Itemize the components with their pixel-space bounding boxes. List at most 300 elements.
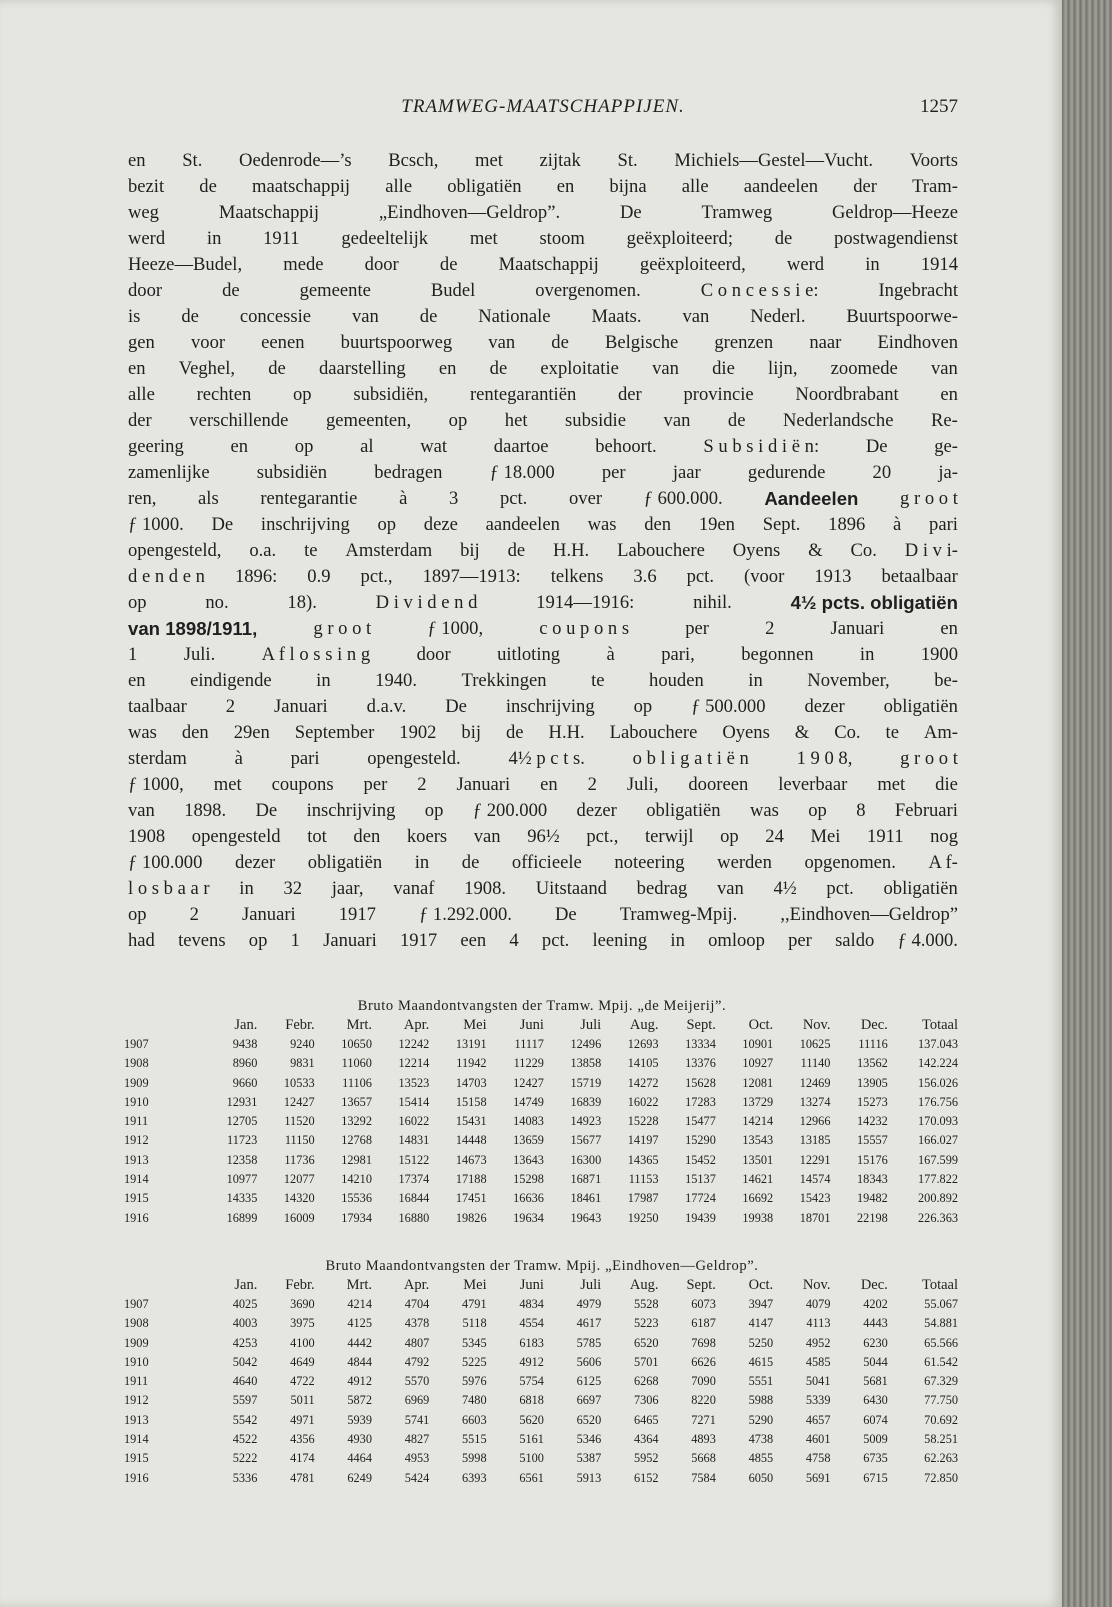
text-word: 1917 — [338, 904, 376, 925]
table-cell: 177.822 — [918, 1172, 958, 1187]
text-word: Bcsch, — [388, 150, 439, 171]
table-cell: 15122 — [398, 1152, 430, 1167]
table-cell: 13376 — [685, 1056, 716, 1071]
text-word: Michiels—Gestel—Vucht. — [674, 150, 874, 171]
row-year: 1908 — [124, 1056, 149, 1071]
text-line — [128, 798, 958, 824]
table-cell: 5785 — [576, 1335, 602, 1350]
table-cell: 5223 — [633, 1316, 659, 1331]
text-word: ge- — [934, 436, 958, 457]
table-cell: 6249 — [347, 1470, 372, 1485]
text-word: September — [294, 722, 375, 743]
table-cell: 6187 — [691, 1316, 716, 1331]
table-cell: 17987 — [627, 1191, 659, 1206]
text-word: zoomede — [830, 358, 898, 379]
text-word: weg — [128, 202, 159, 223]
text-word: naar — [809, 332, 842, 353]
text-word: rechten — [196, 384, 252, 405]
text-word: St. — [182, 150, 203, 171]
text-word: de — [461, 852, 480, 873]
text-word: op — [248, 930, 268, 951]
text-word: de — [268, 358, 286, 379]
text-word: per — [363, 774, 388, 795]
table-cell: 12291 — [799, 1152, 831, 1167]
table-cell: 11117 — [514, 1037, 544, 1051]
row-year: 1910 — [124, 1354, 149, 1369]
table-cell: 17934 — [341, 1210, 372, 1225]
table-row — [124, 1131, 960, 1150]
table-cell: 4253 — [232, 1335, 258, 1350]
column-header: Mrt. — [346, 1017, 372, 1033]
table-cell: 13657 — [341, 1094, 372, 1109]
table-cell: 19439 — [685, 1210, 716, 1225]
text-word: den — [353, 826, 381, 847]
table-cell: 16636 — [513, 1191, 544, 1206]
column-header: Sept. — [686, 1017, 716, 1033]
table-cell: 6735 — [863, 1451, 888, 1466]
table-cell: 14214 — [742, 1114, 774, 1129]
table-cell: 5339 — [805, 1393, 831, 1408]
column-header: Mrt. — [346, 1277, 372, 1293]
text-word: nihil. — [693, 592, 732, 613]
text-word: Juli, — [626, 774, 659, 795]
table-cell: 13562 — [857, 1056, 888, 1071]
text-word: was — [587, 514, 617, 535]
table-cell: 5290 — [748, 1412, 774, 1427]
text-word: A f l o s s i n g — [261, 644, 371, 665]
text-line — [128, 356, 958, 382]
column-header: Totaal — [921, 1277, 958, 1293]
table-cell: 4554 — [519, 1316, 544, 1331]
column-header: Dec. — [860, 1277, 888, 1293]
table-cell: 10977 — [226, 1172, 258, 1187]
table-cell: 11520 — [284, 1114, 315, 1129]
text-word: per — [601, 462, 626, 483]
revenue-table — [124, 1016, 960, 1228]
table-cell: 4649 — [290, 1354, 315, 1369]
text-line — [128, 902, 958, 928]
text-word: dezer — [804, 696, 845, 717]
text-word: Aandeelen — [764, 488, 859, 509]
text-word: d e n d e n — [128, 566, 205, 587]
revenue-table-meijerij — [124, 996, 960, 1228]
table-cell: 16009 — [283, 1210, 315, 1225]
column-header: Totaal — [921, 1017, 958, 1033]
text-word: 2 — [225, 696, 236, 717]
table-cell: 15536 — [341, 1191, 372, 1206]
text-word: op — [293, 384, 312, 405]
text-line — [128, 148, 958, 174]
column-header: Nov. — [802, 1017, 831, 1033]
text-word: subsidie — [565, 410, 626, 431]
text-word: 1898. — [184, 800, 227, 821]
text-word: & — [794, 722, 810, 743]
table-cell: 6074 — [863, 1412, 888, 1427]
table-cell: 5011 — [290, 1393, 315, 1408]
column-header: Jan. — [234, 1017, 258, 1033]
text-word: De — [865, 436, 888, 457]
text-word: Februari — [894, 800, 958, 821]
text-word: Maatschappij — [218, 202, 320, 223]
table-cell: 3975 — [290, 1316, 315, 1331]
table-cell: 12768 — [341, 1133, 372, 1148]
table-cell: 4738 — [748, 1432, 774, 1447]
table-cell: 5118 — [462, 1316, 487, 1331]
table-cell: 5551 — [748, 1374, 774, 1389]
text-word: op — [294, 436, 314, 457]
text-word: rentegarantiën — [469, 384, 577, 405]
table-cell: 14272 — [627, 1075, 659, 1090]
text-word: 4½ pcts. obligatiën — [790, 592, 958, 613]
table-cell: 4722 — [290, 1374, 315, 1389]
text-word: Geldrop—Heeze — [831, 202, 958, 223]
text-word: overgenomen. — [535, 280, 641, 301]
table-cell: 4827 — [404, 1432, 430, 1447]
table-cell: 13292 — [341, 1114, 372, 1129]
text-word: dooreen — [688, 774, 749, 795]
row-year: 1915 — [124, 1451, 149, 1466]
row-year: 1913 — [124, 1412, 149, 1427]
table-cell: 4100 — [290, 1335, 315, 1350]
text-word: gemeenten, — [325, 410, 412, 431]
text-line — [128, 252, 958, 278]
table-row — [124, 1209, 960, 1228]
text-line — [128, 616, 958, 642]
table-cell: 15298 — [513, 1172, 544, 1187]
text-word: verschillende — [189, 410, 289, 431]
text-word: Sept. — [762, 514, 801, 535]
text-word: g r o o t — [900, 748, 958, 769]
text-word: jaar, — [331, 878, 364, 899]
table-cell: 5542 — [232, 1412, 258, 1427]
text-word: van — [351, 306, 379, 327]
text-word: De — [445, 696, 467, 717]
text-word: 1 — [128, 644, 138, 665]
table-cell: 5346 — [576, 1432, 602, 1447]
text-line — [128, 200, 958, 226]
table-cell: 15158 — [455, 1094, 487, 1109]
table-row — [124, 1151, 960, 1170]
text-line — [128, 720, 958, 746]
table-row — [124, 1391, 960, 1410]
table-cell: 14703 — [455, 1075, 487, 1090]
text-word: en — [128, 150, 146, 171]
text-word: door — [364, 254, 399, 275]
table-cell: 55.067 — [924, 1297, 958, 1311]
table-cell: 14831 — [398, 1133, 430, 1148]
table-cell: 5225 — [462, 1354, 487, 1369]
text-word: begonnen — [741, 644, 814, 665]
table-cell: 14365 — [627, 1152, 659, 1167]
text-word: Nederlandsche — [783, 410, 894, 431]
text-line — [128, 278, 958, 304]
table-cell: 12242 — [398, 1037, 430, 1051]
text-word: zamenlijke — [128, 462, 210, 483]
text-word: het — [504, 410, 528, 431]
text-word: telkens — [550, 566, 604, 587]
text-word: pct., — [586, 826, 619, 847]
table-cell: 5009 — [863, 1432, 888, 1447]
text-word: werd — [128, 228, 166, 249]
table-cell: 5042 — [232, 1354, 258, 1369]
text-word: en — [230, 436, 249, 457]
text-word: Co. — [850, 540, 877, 561]
table-cell: 3690 — [290, 1297, 315, 1311]
column-header: Oct. — [748, 1017, 774, 1033]
table-cell: 14749 — [513, 1094, 544, 1109]
table-cell: 4615 — [748, 1354, 774, 1369]
table-cell: 6465 — [633, 1412, 659, 1427]
table-row — [124, 1035, 960, 1054]
text-word: Januari — [241, 904, 296, 925]
table-cell: 9660 — [232, 1075, 258, 1090]
table-cell: 4443 — [863, 1316, 888, 1331]
text-word: per — [685, 618, 709, 639]
table-cell: 4364 — [633, 1432, 659, 1447]
text-word: „Eindhoven—Geldrop”. — [378, 202, 561, 223]
text-word: pct. — [541, 930, 570, 951]
text-word: van — [652, 358, 679, 379]
text-line — [128, 408, 958, 434]
text-word: 1900 — [920, 644, 958, 665]
text-word: Januari — [456, 774, 511, 795]
text-word: & — [808, 540, 823, 561]
text-word: de — [439, 254, 458, 275]
text-line — [128, 590, 958, 616]
table-cell: 15452 — [685, 1152, 716, 1167]
text-line — [128, 434, 958, 460]
text-word: 1917 — [399, 930, 438, 951]
text-word: provincie — [683, 384, 754, 405]
text-word: door — [416, 644, 451, 665]
text-word: de — [551, 332, 569, 353]
text-word: Labouchere — [617, 540, 705, 561]
text-word: taalbaar — [128, 696, 187, 717]
text-word: à — [606, 644, 615, 665]
text-word: deze — [423, 514, 458, 535]
table-cell: 15431 — [455, 1114, 487, 1129]
text-word: C o n c e s s i e: — [700, 280, 819, 301]
text-word: leening — [592, 930, 648, 951]
column-header: Juli — [580, 1017, 602, 1033]
text-word: officieele — [511, 852, 582, 873]
text-word: 3.6 — [633, 566, 657, 587]
text-word: in — [670, 930, 685, 951]
table-cell: 4930 — [347, 1432, 372, 1447]
table-cell: 15628 — [685, 1075, 716, 1090]
text-word: tot — [307, 826, 327, 847]
row-year: 1907 — [124, 1297, 149, 1311]
text-word: de — [489, 358, 508, 379]
text-word: 1940. — [375, 670, 417, 691]
table-cell: 14105 — [627, 1056, 659, 1071]
table-cell: 10927 — [742, 1056, 774, 1071]
text-word: ƒ 1000, — [427, 618, 484, 639]
text-line — [128, 642, 958, 668]
text-word: Buurtspoorwe- — [846, 306, 958, 327]
text-word: 2 — [189, 904, 199, 925]
text-word: daartoe — [493, 436, 549, 457]
text-word: Noordbrabant — [795, 384, 899, 405]
column-header: Apr. — [403, 1277, 430, 1293]
table-cell: 5691 — [805, 1470, 831, 1485]
table-cell: 5741 — [404, 1412, 430, 1427]
table-cell: 5754 — [519, 1374, 544, 1389]
text-word: was — [749, 800, 779, 821]
text-word: bedragen — [374, 462, 443, 483]
table-cell: 16692 — [742, 1191, 774, 1206]
text-word: op — [128, 592, 147, 613]
text-word: 24 — [765, 826, 784, 847]
table-row — [124, 1372, 960, 1391]
table-cell: 15137 — [685, 1172, 716, 1187]
table-cell: 5872 — [347, 1393, 372, 1408]
table-cell: 137.043 — [918, 1037, 958, 1051]
text-word: pari, — [661, 644, 695, 665]
revenue-table-eindhoven-geldrop — [124, 1256, 960, 1488]
table-cell: 72.850 — [924, 1470, 958, 1485]
table-cell: 4971 — [290, 1412, 315, 1427]
text-word: pct. — [686, 566, 714, 587]
text-word: die — [712, 358, 735, 379]
table-cell: 5681 — [863, 1374, 888, 1389]
text-word: Co. — [834, 722, 861, 743]
row-year: 1913 — [124, 1152, 149, 1167]
text-line — [128, 824, 958, 850]
table-row — [124, 1054, 960, 1073]
table-cell: 6626 — [691, 1354, 716, 1369]
row-year: 1911 — [124, 1374, 149, 1389]
table-cell: 4704 — [404, 1297, 430, 1311]
text-word: Nationale — [478, 306, 551, 327]
text-word: werden — [717, 852, 772, 873]
text-word: (voor — [744, 566, 785, 587]
table-cell: 5988 — [748, 1393, 774, 1408]
table-cell: 19826 — [455, 1210, 487, 1225]
table-cell: 5100 — [519, 1451, 544, 1466]
table-cell: 156.026 — [918, 1075, 958, 1090]
text-word: stoom — [539, 228, 585, 249]
table-cell: 4912 — [519, 1354, 544, 1369]
table-cell: 18461 — [570, 1191, 602, 1206]
table-cell: 16844 — [398, 1191, 430, 1206]
text-word: Tramweg — [701, 202, 773, 223]
text-word: Tram- — [912, 176, 958, 197]
year-column-header — [124, 1016, 202, 1035]
text-word: 1914—1916: — [536, 592, 635, 613]
row-year: 1907 — [124, 1037, 149, 1051]
text-word: gemeente — [299, 280, 371, 301]
table-cell: 70.692 — [924, 1412, 958, 1427]
text-word: Oyens — [722, 722, 770, 743]
text-word: een — [460, 930, 487, 951]
text-word: c o u p o n s — [539, 618, 630, 639]
text-word: en — [438, 358, 457, 379]
table-cell: 12427 — [513, 1075, 544, 1090]
row-year: 1915 — [124, 1191, 149, 1206]
table-row — [124, 1411, 960, 1430]
table-cell: 4378 — [404, 1316, 430, 1331]
text-word: daarstelling — [318, 358, 406, 379]
table-cell: 4113 — [806, 1316, 831, 1331]
text-word: op — [720, 826, 739, 847]
table-row — [124, 1314, 960, 1333]
text-word: ƒ 200.000 — [472, 800, 548, 821]
table-cell: 11116 — [858, 1037, 888, 1051]
text-word: de — [181, 306, 199, 327]
table-cell: 4522 — [232, 1432, 258, 1447]
table-cell: 4147 — [748, 1316, 774, 1331]
text-word: met — [469, 228, 498, 249]
text-word: en — [128, 670, 146, 691]
table-cell: 4952 — [805, 1335, 831, 1350]
text-word: ƒ 1.292.000. — [418, 904, 512, 925]
table-cell: 200.892 — [918, 1191, 958, 1206]
row-year: 1912 — [124, 1133, 149, 1148]
text-word: den — [644, 514, 672, 535]
table-cell: 17283 — [685, 1094, 716, 1109]
table-cell: 4979 — [576, 1297, 602, 1311]
running-title: TRAMWEG-MAATSCHAPPIJEN. — [401, 96, 685, 117]
table-cell: 13659 — [513, 1133, 544, 1148]
text-word: die — [935, 774, 958, 795]
table-cell: 6183 — [519, 1335, 544, 1350]
table-cell: 12966 — [799, 1114, 831, 1129]
table-cell: 14197 — [627, 1133, 659, 1148]
table-cell: 7306 — [633, 1393, 659, 1408]
text-word: 29en — [233, 722, 270, 743]
text-word: de — [774, 228, 793, 249]
table-cell: 6073 — [691, 1297, 716, 1311]
text-word: terwijl — [644, 826, 694, 847]
table-title: Bruto Maandontvangsten der Tramw. Mpij. „Eindhoven—Geldrop”. — [325, 1258, 759, 1274]
table-cell: 9831 — [290, 1056, 315, 1071]
text-word: Uitstaand — [535, 878, 607, 899]
text-word: leverbaar — [778, 774, 848, 795]
table-cell: 4855 — [748, 1451, 774, 1466]
table-row — [124, 1334, 960, 1353]
text-word: 1913 — [814, 566, 852, 587]
text-word: 2 — [417, 774, 427, 795]
text-word: der — [128, 410, 152, 431]
table-cell: 17188 — [455, 1172, 487, 1187]
table-cell: 15290 — [685, 1133, 716, 1148]
table-cell: 4174 — [290, 1451, 315, 1466]
table-cell: 4464 — [347, 1451, 372, 1466]
text-word: 96½ — [527, 826, 560, 847]
table-cell: 12081 — [742, 1075, 774, 1090]
text-word: obligatiën — [447, 176, 522, 197]
text-word: met — [213, 774, 242, 795]
column-header: Apr. — [403, 1017, 430, 1033]
table-cell: 4079 — [805, 1297, 831, 1311]
text-word: coupons — [271, 774, 334, 795]
column-header: Jan. — [234, 1277, 258, 1293]
text-word: no. — [205, 592, 229, 613]
table-row — [124, 1112, 960, 1131]
table-cell: 15273 — [857, 1094, 888, 1109]
table-cell: 16839 — [570, 1094, 602, 1109]
table-cell: 7698 — [691, 1335, 716, 1350]
text-word: g r o o t — [900, 488, 958, 509]
row-year: 1908 — [124, 1316, 149, 1331]
text-word: De — [255, 800, 278, 821]
table-cell: 5387 — [576, 1451, 602, 1466]
table-cell: 14320 — [283, 1191, 315, 1206]
text-line — [128, 512, 958, 538]
text-word: pct. — [826, 878, 854, 899]
table-cell: 11060 — [341, 1056, 372, 1071]
